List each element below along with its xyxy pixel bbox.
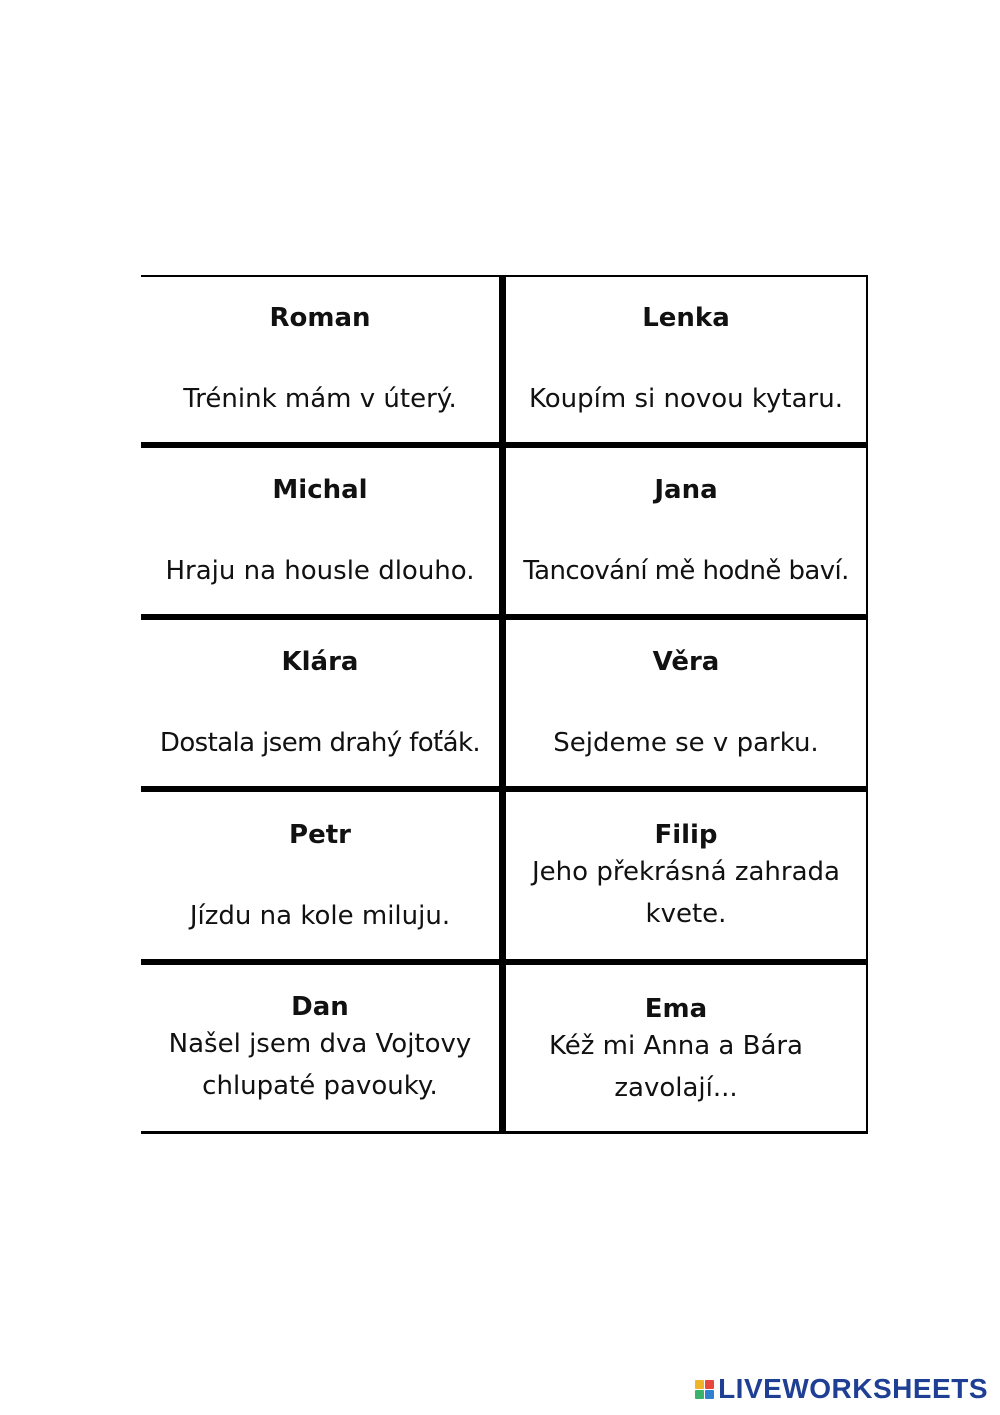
card-sentence: Trénink mám v úterý. bbox=[183, 384, 457, 414]
card-sentence-line: chlupaté pavouky. bbox=[202, 1071, 438, 1101]
card-sentence: Dostala jsem drahý foťák. bbox=[159, 728, 481, 758]
card-jana bbox=[506, 475, 866, 592]
card-michal bbox=[141, 475, 499, 592]
card-lenka bbox=[506, 303, 866, 420]
card-name: Věra bbox=[652, 647, 720, 677]
card-name: Petr bbox=[289, 820, 351, 850]
card-roman bbox=[141, 303, 499, 420]
column-divider bbox=[499, 275, 506, 1134]
card-petr bbox=[141, 820, 499, 937]
card-sentence: Jízdu na kole miluju. bbox=[189, 901, 451, 931]
card-sentence-line: Našel jsem dva Vojtovy bbox=[168, 1029, 472, 1059]
logo-square bbox=[695, 1380, 704, 1389]
card-sentence: Tancování mě hodně baví. bbox=[523, 556, 849, 586]
card-sheet bbox=[141, 275, 868, 1134]
card-sentence: Hraju na housle dlouho. bbox=[165, 556, 475, 586]
card-sentence: Sejdeme se v parku. bbox=[553, 728, 819, 758]
card-name: Jana bbox=[654, 475, 718, 505]
card-klara bbox=[141, 647, 499, 764]
logo-text: LIVEWORKSHEETS bbox=[718, 1373, 988, 1404]
card-name: Dan bbox=[291, 992, 349, 1022]
logo-square bbox=[705, 1380, 714, 1389]
card-sentence-line: zavolají... bbox=[614, 1073, 738, 1103]
card-vera bbox=[506, 647, 866, 764]
card-name: Ema bbox=[644, 994, 708, 1024]
logo-square bbox=[695, 1390, 704, 1399]
card-name: Roman bbox=[269, 303, 371, 333]
card-name: Klára bbox=[281, 647, 359, 677]
card-sentence-line: Jeho překrásná zahrada bbox=[532, 857, 840, 887]
liveworksheets-mark-icon bbox=[695, 1380, 714, 1399]
card-name: Filip bbox=[654, 820, 718, 850]
card-filip bbox=[506, 820, 866, 935]
card-name: Lenka bbox=[642, 303, 730, 333]
card-dan bbox=[141, 992, 499, 1107]
card-ema bbox=[506, 994, 846, 1109]
table-border-right bbox=[866, 275, 868, 1134]
card-sentence-line: Kéž mi Anna a Bára bbox=[548, 1031, 803, 1061]
liveworksheets-logo[interactable] bbox=[695, 1373, 988, 1405]
logo-square bbox=[705, 1390, 714, 1399]
card-sentence-line: kvete. bbox=[645, 899, 727, 929]
card-name: Michal bbox=[272, 475, 368, 505]
card-sentence: Koupím si novou kytaru. bbox=[529, 384, 843, 414]
